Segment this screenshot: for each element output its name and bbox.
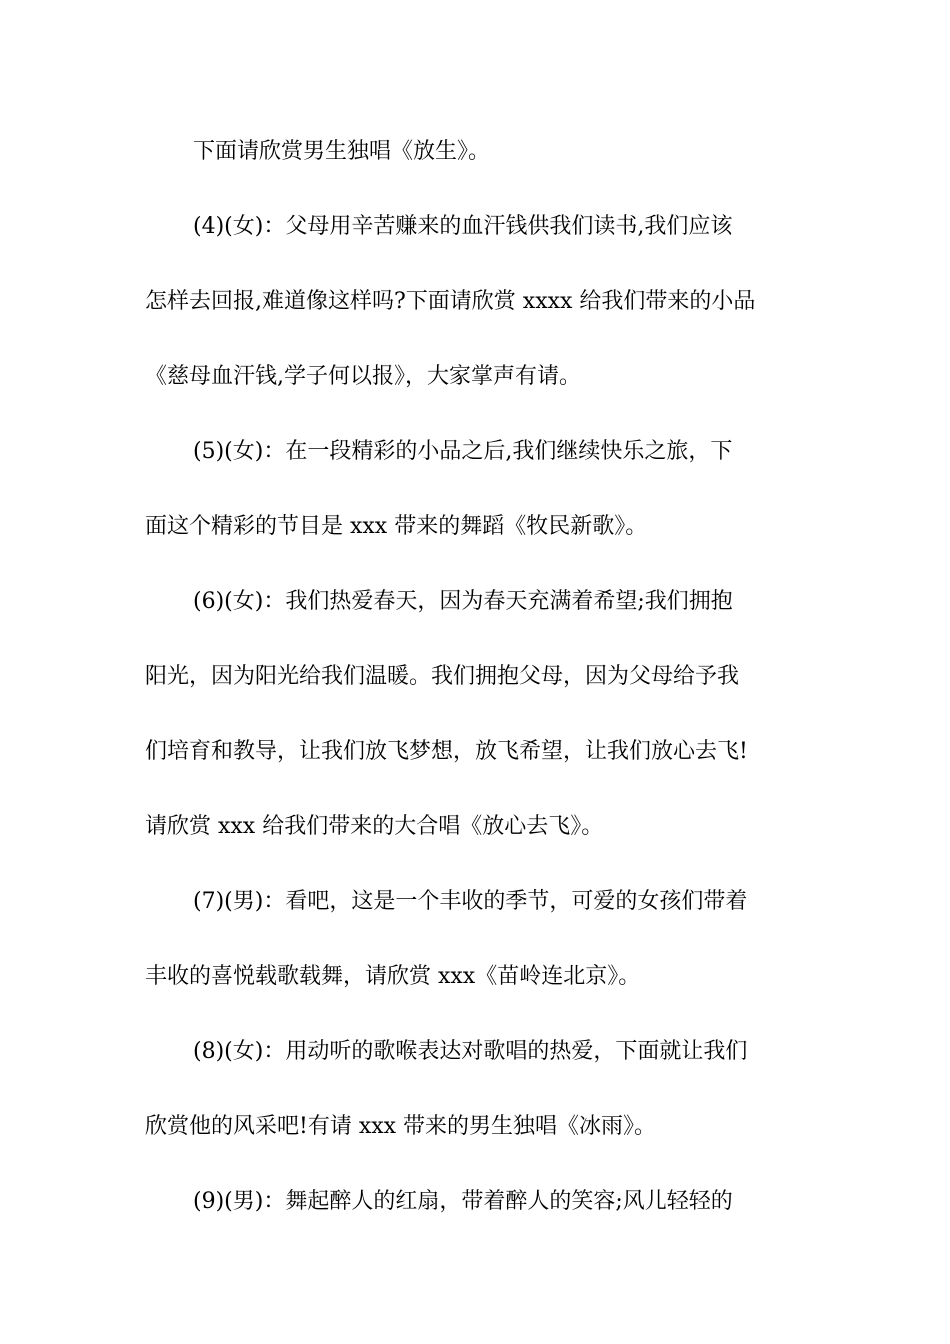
paragraph-4-start: (4)(女)：父母用辛苦赚来的血汗钱供我们读书,我们应该 <box>193 214 733 239</box>
paragraph-5-start: (5)(女)：在一段精彩的小品之后,我们继续快乐之旅，下 <box>193 439 733 464</box>
paragraph-6-start: (6)(女)：我们热爱春天，因为春天充满着希望;我们拥抱 <box>193 589 733 614</box>
text-line: 《慈母血汗钱,学子何以报》，大家掌声有请。 <box>145 364 581 389</box>
text-line: 丰收的喜悦载歌载舞，请欣赏 xxx《苗岭连北京》。 <box>145 964 641 989</box>
text-line: 怎样去回报,难道像这样吗?下面请欣赏 xxxx 给我们带来的小品 <box>145 289 756 314</box>
text-line: 欣赏他的风采吧!有请 xxx 带来的男生独唱《冰雨》。 <box>145 1114 657 1139</box>
paragraph-7-start: (7)(男)：看吧，这是一个丰收的季节，可爱的女孩们带着 <box>193 889 748 914</box>
text-line: 请欣赏 xxx 给我们带来的大合唱《放心去飞》。 <box>145 814 604 839</box>
text-line: 们培育和教导，让我们放飞梦想，放飞希望，让我们放心去飞! <box>145 739 748 764</box>
text-line: 面这个精彩的节目是 xxx 带来的舞蹈《牧民新歌》。 <box>145 514 648 539</box>
text-line: 下面请欣赏男生独唱《放生》。 <box>193 139 491 164</box>
paragraph-9-start: (9)(男)：舞起醉人的红扇，带着醉人的笑容;风儿轻轻的 <box>193 1189 733 1214</box>
text-line: 阳光，因为阳光给我们温暖。我们拥抱父母，因为父母给予我 <box>145 664 740 689</box>
paragraph-8-start: (8)(女)：用动听的歌喉表达对歌唱的热爱，下面就让我们 <box>193 1039 748 1064</box>
